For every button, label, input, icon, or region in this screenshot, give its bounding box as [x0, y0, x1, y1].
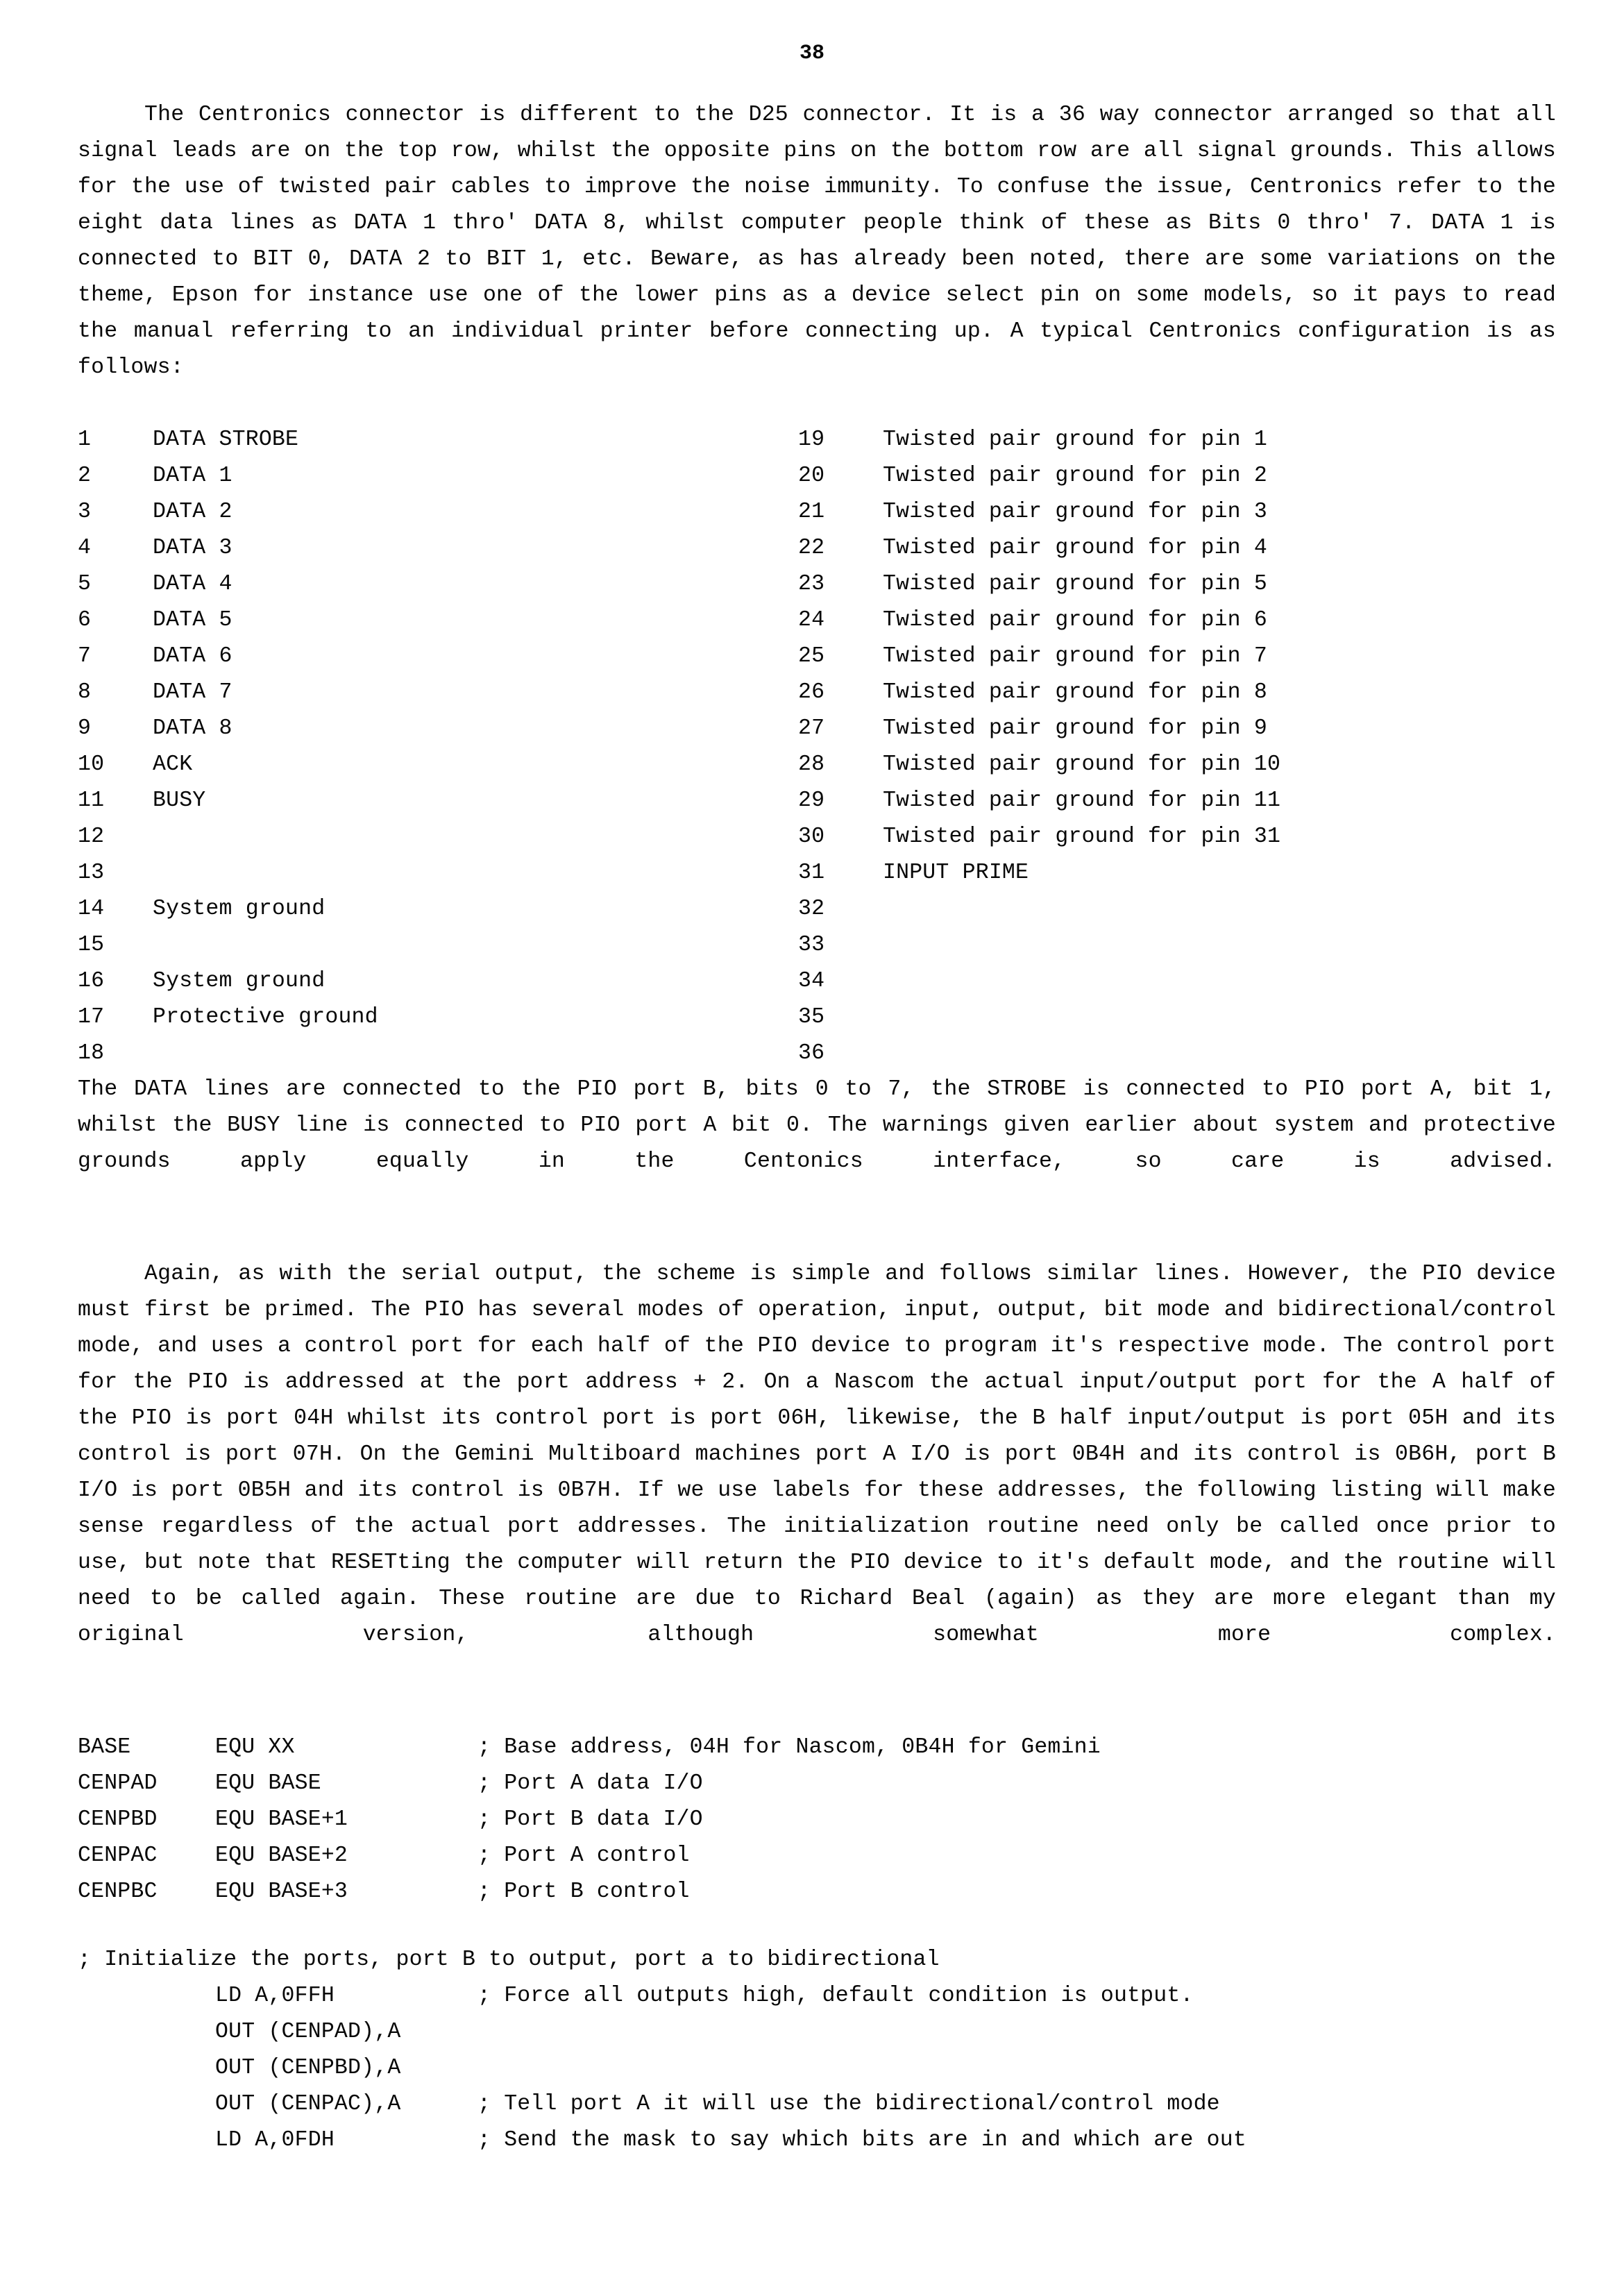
pin-number-left: 15	[78, 933, 105, 957]
pin-signal-right: Twisted pair ground for pin 3	[883, 500, 1267, 524]
pin-signal-left	[153, 855, 798, 891]
pin-signal-left: DATA 4	[153, 572, 232, 596]
equate-operation: EQU BASE+1	[215, 1807, 348, 1832]
pin-signal-right: Twisted pair ground for pin 10	[883, 752, 1281, 777]
pin-signal-left: DATA 2	[153, 500, 232, 524]
pin-number-right: 27	[798, 716, 825, 741]
pin-signal-right	[883, 999, 1556, 1036]
equate-operation: EQU BASE	[215, 1771, 321, 1796]
pin-signal-left	[153, 1036, 798, 1072]
pin-number-left: 5	[78, 572, 92, 596]
pin-signal-left	[153, 819, 798, 855]
table-row	[78, 747, 1556, 783]
code-comment: ; Send the mask to say which bits are in and which are out	[477, 2128, 1246, 2152]
list-item	[78, 2086, 1246, 2122]
paragraph-spacer	[78, 1216, 1556, 1256]
pin-number-right: 26	[798, 680, 825, 704]
equate-label: CENPAD	[78, 1771, 158, 1796]
pin-table-body	[78, 422, 1556, 1072]
pin-number-left: 4	[78, 536, 92, 560]
pin-signal-right: Twisted pair ground for pin 11	[883, 788, 1281, 813]
centronics-pin-table	[78, 422, 1556, 1072]
equate-label: CENPBD	[78, 1807, 158, 1832]
code-comment	[477, 2014, 1246, 2050]
table-row	[78, 1036, 1556, 1072]
pin-number-left: 8	[78, 680, 92, 704]
pin-number-right: 22	[798, 536, 825, 560]
init-code-listing	[78, 1978, 1246, 2159]
pin-signal-right: Twisted pair ground for pin 4	[883, 536, 1267, 560]
pin-number-left: 2	[78, 464, 92, 488]
table-row	[78, 566, 1556, 602]
pin-signal-right: Twisted pair ground for pin 5	[883, 572, 1267, 596]
pin-signal-left	[153, 927, 798, 963]
table-row	[78, 711, 1556, 747]
pin-number-left: 17	[78, 1005, 105, 1029]
pin-number-right: 35	[798, 1005, 825, 1029]
equate-operation: EQU XX	[215, 1735, 295, 1759]
code-comment: ; Force all outputs high, default condition is output.	[477, 1984, 1194, 2008]
pin-signal-right	[883, 927, 1556, 963]
pin-signal-left: DATA 5	[153, 608, 232, 632]
pin-signal-left: DATA 1	[153, 464, 232, 488]
code-indent-cell	[78, 2014, 215, 2050]
listing-spacer	[78, 1689, 1556, 1730]
code-comment	[477, 2050, 1246, 2086]
pin-signal-right	[883, 891, 1556, 927]
pin-signal-left: BUSY	[153, 788, 206, 813]
pin-number-left: 7	[78, 644, 92, 668]
pin-number-left: 12	[78, 825, 105, 849]
equate-label: CENPBC	[78, 1880, 158, 1904]
pin-number-right: 31	[798, 861, 825, 885]
pin-number-right: 29	[798, 788, 825, 813]
pin-signal-left: DATA 3	[153, 536, 232, 560]
pin-signal-left: DATA STROBE	[153, 428, 299, 452]
table-row	[78, 675, 1556, 711]
pin-number-left: 9	[78, 716, 92, 741]
pin-signal-left: System ground	[153, 897, 325, 921]
list-item	[78, 2050, 1246, 2086]
code-instruction: LD A,0FFH	[215, 1984, 335, 2008]
init-code-body	[78, 1978, 1246, 2159]
pin-signal-right: Twisted pair ground for pin 8	[883, 680, 1267, 704]
pin-number-right: 32	[798, 897, 825, 921]
table-row	[78, 819, 1556, 855]
table-row	[78, 783, 1556, 819]
pin-signal-right: Twisted pair ground for pin 9	[883, 716, 1267, 741]
pin-number-left: 14	[78, 897, 105, 921]
table-row	[78, 855, 1556, 891]
code-comment: ; Tell port A it will use the bidirectional/control mode	[477, 2092, 1220, 2116]
equate-comment: ; Base address, 04H for Nascom, 0B4H for Gemini	[477, 1735, 1101, 1759]
pin-number-left: 6	[78, 608, 92, 632]
code-indent-cell	[78, 2086, 215, 2122]
pin-number-right: 20	[798, 464, 825, 488]
table-row	[78, 963, 1556, 999]
pin-number-left: 11	[78, 788, 105, 813]
table-row	[78, 927, 1556, 963]
init-comment-line: ; Initialize the ports, port B to output, port a to bidirectional	[78, 1948, 940, 1972]
pin-number-right: 33	[798, 933, 825, 957]
code-spacer	[78, 1910, 1556, 1942]
page-number: 38	[799, 42, 824, 65]
paragraph-pio-modes: Again, as with the serial output, the scheme is simple and follows similar lines. However, the PIO device must first be primed. The PIO has several modes of operation, input, output, bit mode and bidirectional/control mode, and uses a control port for each half of the PIO device to program it's respective mode. The control port for the PIO is addressed at the port address + 2. On a Nascom the actual input/output port for the A half of the PIO is port 04H whilst its control port is port 06H, likewise, the B half input/output is port 05H and its control is port 07H. On the Gemini Multiboard machines port A I/O is port 0B4H and its control is 0B6H, port B I/O is port 0B5H and its control is 0B7H. If we use labels for these addresses, the following listing will make sense regardless of the actual port addresses. The initialization routine need only be called once prior to use, but note that RESETting the computer will return the PIO device to it's default mode, and the routine will need to be called again. These routine are due to Richard Beal (again) as they are more elegant than my original version, although somewhat more complex.	[78, 1262, 1556, 1647]
pin-number-right: 21	[798, 500, 825, 524]
equate-comment: ; Port A control	[477, 1843, 690, 1868]
equate-comment: ; Port B data I/O	[477, 1807, 703, 1832]
pin-signal-left: Protective ground	[153, 1005, 378, 1029]
pin-number-right: 24	[798, 608, 825, 632]
equate-comment: ; Port B control	[477, 1880, 690, 1904]
pin-signal-right: Twisted pair ground for pin 2	[883, 464, 1267, 488]
list-item	[78, 1730, 1101, 1766]
code-instruction: LD A,0FDH	[215, 2128, 335, 2152]
pin-number-right: 28	[798, 752, 825, 777]
pin-number-right: 30	[798, 825, 825, 849]
pin-signal-right	[883, 1036, 1556, 1072]
pin-number-left: 3	[78, 500, 92, 524]
pin-number-right: 19	[798, 428, 825, 452]
list-item	[78, 2014, 1246, 2050]
code-instruction: OUT (CENPBD),A	[215, 2056, 401, 2080]
pin-signal-right: INPUT PRIME	[883, 861, 1029, 885]
code-indent-cell	[78, 1978, 215, 2014]
code-instruction: OUT (CENPAC),A	[215, 2092, 401, 2116]
list-item	[78, 2122, 1246, 2159]
table-row	[78, 891, 1556, 927]
code-instruction: OUT (CENPAD),A	[215, 2020, 401, 2044]
equate-listing	[78, 1730, 1101, 1910]
pin-number-right: 23	[798, 572, 825, 596]
code-indent-cell	[78, 2122, 215, 2159]
equate-label: BASE	[78, 1735, 131, 1759]
pin-number-right: 36	[798, 1041, 825, 1065]
pin-signal-right	[883, 963, 1556, 999]
equate-listing-body	[78, 1730, 1101, 1910]
pin-signal-right: Twisted pair ground for pin 6	[883, 608, 1267, 632]
pin-signal-left: ACK	[153, 752, 193, 777]
pin-number-left: 13	[78, 861, 105, 885]
equate-label: CENPAC	[78, 1843, 158, 1868]
pin-number-right: 34	[798, 969, 825, 993]
pin-number-left: 16	[78, 969, 105, 993]
table-row	[78, 458, 1556, 494]
page-content	[78, 97, 1556, 2159]
table-row	[78, 494, 1556, 530]
list-item	[78, 1978, 1246, 2014]
pin-signal-left: DATA 8	[153, 716, 232, 741]
code-indent-cell	[78, 2050, 215, 2086]
list-item	[78, 1874, 1101, 1910]
pin-number-right: 25	[798, 644, 825, 668]
pin-signal-right: Twisted pair ground for pin 31	[883, 825, 1281, 849]
paragraph-after-table: The DATA lines are connected to the PIO port B, bits 0 to 7, the STROBE is connected to PIO port A, bit 1, whilst the BUSY line is connected to PIO port A bit 0. The warnings given earlier about system and protective grounds apply equally in the Centonics interface, so care is advised.	[78, 1077, 1556, 1174]
pin-signal-right: Twisted pair ground for pin 7	[883, 644, 1267, 668]
equate-operation: EQU BASE+3	[215, 1880, 348, 1904]
pin-number-left: 10	[78, 752, 105, 777]
table-row	[78, 530, 1556, 566]
list-item	[78, 1838, 1101, 1874]
equate-operation: EQU BASE+2	[215, 1843, 348, 1868]
equate-comment: ; Port A data I/O	[477, 1771, 703, 1796]
pin-signal-left: System ground	[153, 969, 325, 993]
list-item	[78, 1766, 1101, 1802]
pin-signal-right: Twisted pair ground for pin 1	[883, 428, 1267, 452]
pin-signal-left: DATA 6	[153, 644, 232, 668]
table-row	[78, 999, 1556, 1036]
pin-signal-left: DATA 7	[153, 680, 232, 704]
table-row	[78, 602, 1556, 639]
pin-number-left: 18	[78, 1041, 105, 1065]
table-row	[78, 639, 1556, 675]
list-item	[78, 1802, 1101, 1838]
paragraph-intro: The Centronics connector is different to the D25 connector. It is a 36 way connector arranged so that all signal leads are on the top row, whilst the opposite pins on the bottom row are all signal grounds. This allows for the use of twisted pair cables to improve the noise immunity. To confuse the issue, Centronics refer to the eight data lines as DATA 1 thro' DATA 8, whilst computer people think of these as Bits 0 thro' 7. DATA 1 is connected to BIT 0, DATA 2 to BIT 1, etc. Beware, as has already been noted, there are some variations on the theme, Epson for instance use one of the lower pins as a device select pin on some models, so it pays to read the manual referring to an individual printer before connecting up. A typical Centronics configuration is as follows:	[78, 103, 1556, 380]
table-row	[78, 422, 1556, 458]
pin-number-left: 1	[78, 428, 92, 452]
